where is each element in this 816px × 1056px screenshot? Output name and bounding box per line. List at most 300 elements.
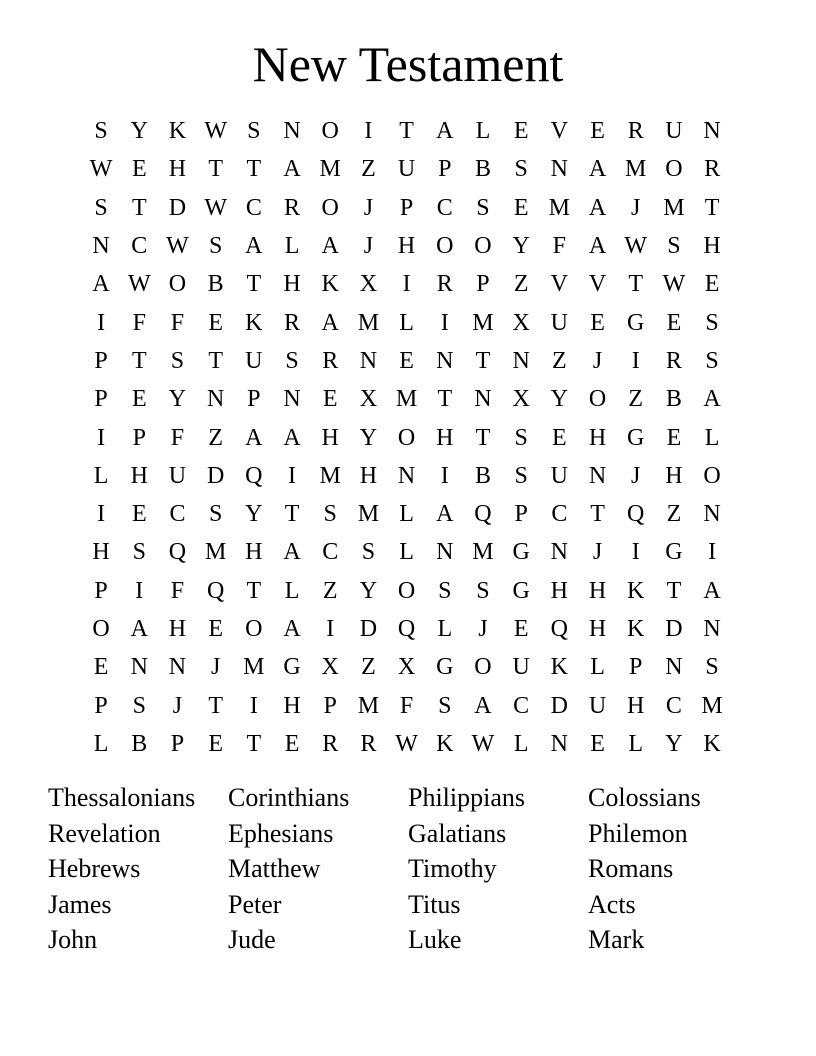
grid-letter: O: [588, 386, 607, 413]
grid-letter: Z: [552, 347, 567, 374]
grid-letter: S: [170, 347, 185, 374]
grid-letter: H: [550, 577, 569, 604]
word-list-item: Hebrews: [48, 854, 141, 884]
grid-letter: K: [550, 654, 569, 681]
grid-letter: M: [548, 194, 571, 221]
grid-letter: O: [397, 424, 416, 451]
grid-letter: R: [322, 730, 339, 757]
grid-row: [82, 686, 732, 724]
grid-letter: Y: [550, 386, 569, 413]
grid-letter: N: [283, 118, 301, 145]
grid-letter: Z: [361, 156, 376, 183]
grid-letter: A: [436, 118, 454, 145]
grid-letter: S: [667, 233, 681, 260]
grid-letter: O: [703, 462, 721, 489]
grid-letter: Z: [628, 386, 644, 413]
word-list-item: Philemon: [588, 818, 688, 848]
grid-letter: T: [704, 194, 720, 221]
grid-letter: Q: [206, 577, 225, 604]
grid-letter: X: [321, 654, 339, 681]
grid-letter: T: [246, 271, 262, 298]
grid-letter: W: [127, 271, 151, 298]
grid-letter: A: [245, 424, 263, 451]
grid-letter: P: [247, 386, 261, 413]
grid-letter: A: [588, 156, 607, 183]
grid-letter: J: [592, 347, 603, 374]
grid-letter: Z: [666, 501, 682, 528]
grid-letter: U: [168, 462, 187, 489]
grid-letter: H: [130, 462, 148, 489]
grid-letter: M: [663, 194, 685, 221]
grid-letter: R: [665, 347, 682, 374]
grid-letter: D: [665, 616, 683, 642]
grid-row: [82, 648, 732, 686]
grid-letter: S: [705, 309, 719, 336]
grid-letter: I: [97, 424, 106, 451]
grid-letter: C: [245, 194, 262, 221]
grid-letter: M: [357, 309, 380, 336]
word-list-item: Mark: [588, 925, 645, 955]
grid-letter: M: [395, 386, 418, 413]
grid-letter: W: [204, 194, 227, 221]
grid-letter: M: [701, 692, 723, 719]
grid-letter: N: [436, 347, 454, 374]
grid-letter: U: [397, 156, 416, 183]
grid-letter: N: [474, 386, 492, 413]
grid-letter: H: [665, 462, 683, 489]
grid-letter: U: [550, 309, 569, 336]
grid-letter: W: [624, 233, 648, 260]
grid-letter: J: [363, 233, 374, 260]
grid-letter: K: [436, 730, 454, 757]
grid-letter: R: [436, 271, 453, 298]
grid-letter: R: [322, 347, 339, 374]
grid-letter: E: [552, 424, 567, 451]
grid-letter: K: [627, 616, 645, 642]
grid-letter: M: [357, 501, 380, 528]
grid-letter: U: [512, 654, 530, 681]
word-list-item: Timothy: [408, 854, 497, 884]
grid-letter: E: [131, 156, 147, 183]
grid-letter: R: [284, 194, 301, 221]
grid-letter: T: [666, 577, 682, 604]
grid-letter: I: [135, 577, 144, 604]
grid-letter: H: [703, 233, 721, 260]
grid-row: [82, 418, 732, 456]
grid-letter: L: [475, 118, 491, 145]
grid-letter: F: [170, 424, 185, 451]
grid-letter: N: [703, 118, 721, 145]
grid-letter: L: [704, 424, 720, 451]
grid-letter: T: [246, 730, 262, 757]
grid-letter: N: [283, 386, 301, 413]
grid-letter: S: [514, 424, 528, 451]
grid-letter: E: [399, 347, 414, 374]
grid-letter: X: [397, 654, 416, 681]
grid-letter: A: [321, 309, 339, 336]
grid-letter: P: [94, 386, 108, 413]
grid-letter: S: [705, 347, 719, 374]
grid-row: [82, 610, 732, 648]
grid-letter: P: [399, 194, 414, 221]
grid-letter: T: [475, 347, 491, 374]
grid-letter: L: [93, 462, 109, 489]
grid-letter: R: [360, 730, 377, 757]
grid-letter: N: [703, 616, 721, 642]
grid-letter: O: [436, 233, 454, 260]
grid-letter: A: [283, 424, 301, 451]
grid-letter: A: [703, 577, 721, 604]
grid-letter: Q: [474, 501, 492, 528]
grid-row: [82, 457, 732, 495]
grid-letter: S: [361, 539, 376, 566]
grid-letter: J: [592, 539, 603, 566]
grid-letter: F: [170, 309, 185, 336]
grid-letter: J: [172, 692, 183, 719]
grid-letter: W: [89, 156, 113, 183]
grid-letter: N: [168, 654, 187, 681]
grid-letter: H: [588, 577, 607, 604]
grid-letter: I: [631, 347, 640, 374]
grid-letter: L: [284, 233, 300, 260]
grid-letter: A: [283, 616, 301, 642]
grid-letter: C: [665, 692, 682, 719]
grid-letter: H: [283, 692, 301, 719]
grid-letter: N: [550, 156, 569, 183]
grid-letter: M: [625, 156, 647, 183]
grid-letter: S: [208, 501, 223, 528]
grid-letter: G: [512, 539, 530, 566]
grid-letter: E: [208, 616, 223, 642]
grid-row: [82, 150, 732, 188]
grid-letter: L: [628, 730, 644, 757]
grid-letter: N: [665, 654, 683, 681]
word-list: [48, 780, 788, 958]
grid-letter: H: [168, 156, 187, 183]
grid-letter: Q: [550, 616, 569, 642]
grid-letter: C: [551, 501, 568, 528]
grid-letter: W: [204, 118, 227, 145]
grid-letter: Y: [245, 501, 263, 528]
grid-row: [82, 112, 732, 150]
grid-letter: E: [704, 271, 720, 298]
grid-letter: B: [665, 386, 682, 413]
grid-letter: E: [513, 194, 529, 221]
grid-letter: Y: [168, 386, 187, 413]
grid-letter: Q: [245, 462, 263, 489]
grid-letter: H: [283, 271, 301, 298]
grid-letter: T: [246, 156, 262, 183]
grid-letter: V: [550, 271, 569, 298]
grid-letter: I: [97, 501, 106, 528]
grid-letter: K: [703, 730, 721, 757]
word-list-item: Titus: [408, 889, 461, 919]
grid-row: [82, 725, 732, 763]
grid-letter: Z: [361, 654, 376, 681]
grid-letter: P: [323, 692, 337, 719]
grid-letter: H: [627, 692, 645, 719]
grid-letter: E: [590, 730, 605, 757]
grid-letter: N: [550, 730, 569, 757]
grid-letter: D: [359, 616, 378, 642]
grid-letter: P: [94, 347, 108, 374]
grid-letter: C: [436, 194, 453, 221]
grid-letter: Q: [627, 501, 645, 528]
grid-row: [82, 533, 732, 571]
grid-letter: H: [436, 424, 454, 451]
grid-row: [82, 303, 732, 341]
grid-letter: S: [514, 156, 528, 183]
grid-letter: S: [132, 692, 146, 719]
grid-letter: H: [92, 539, 110, 566]
grid-letter: J: [363, 194, 374, 221]
word-list-item: Jude: [228, 925, 276, 955]
word-list-item: John: [48, 925, 98, 955]
grid-letter: D: [168, 194, 187, 221]
grid-letter: F: [399, 692, 414, 719]
grid-letter: Z: [513, 271, 529, 298]
grid-letter: T: [246, 577, 262, 604]
word-list-item: Philippians: [408, 783, 526, 812]
grid-letter: S: [476, 194, 490, 221]
word-list-item: Acts: [588, 889, 636, 919]
grid-letter: U: [665, 118, 683, 145]
grid-letter: I: [440, 462, 449, 489]
grid-letter: C: [169, 501, 186, 528]
grid-letter: P: [94, 577, 108, 604]
word-list-item: Peter: [228, 889, 282, 919]
grid-letter: K: [627, 577, 645, 604]
grid-letter: K: [168, 118, 187, 145]
grid-row: [82, 265, 732, 303]
grid-letter: K: [245, 309, 263, 336]
word-list-item: Ephesians: [228, 818, 334, 848]
grid-letter: B: [207, 271, 224, 298]
word-list-item: Luke: [408, 925, 462, 955]
grid-letter: M: [319, 156, 341, 183]
grid-letter: L: [437, 616, 453, 642]
grid-letter: F: [170, 577, 185, 604]
grid-letter: E: [208, 730, 223, 757]
grid-letter: J: [631, 462, 641, 489]
grid-letter: Y: [359, 424, 378, 451]
grid-letter: S: [323, 501, 337, 528]
grid-letter: Y: [665, 730, 683, 757]
grid-letter: Z: [208, 424, 223, 451]
grid-letter: P: [94, 692, 108, 719]
grid-letter: D: [206, 462, 225, 489]
grid-letter: X: [359, 271, 378, 298]
grid-letter: A: [130, 616, 148, 642]
grid-letter: N: [206, 386, 225, 413]
grid-letter: A: [436, 501, 454, 528]
grid-letter: W: [471, 730, 495, 757]
grid-letter: E: [590, 309, 605, 336]
grid-letter: E: [666, 424, 682, 451]
grid-letter: P: [476, 271, 490, 298]
grid-letter: O: [321, 118, 339, 145]
grid-letter: L: [399, 539, 414, 566]
grid-letter: W: [395, 730, 418, 757]
grid-letter: T: [208, 692, 223, 719]
grid-letter: V: [550, 118, 569, 145]
word-list-item: James: [48, 889, 112, 919]
grid-letter: X: [512, 386, 530, 413]
grid-letter: A: [703, 386, 721, 413]
grid-letter: S: [132, 539, 146, 566]
grid-letter: C: [131, 233, 148, 260]
grid-letter: S: [514, 462, 528, 489]
grid-letter: S: [247, 118, 261, 145]
grid-letter: O: [474, 233, 492, 260]
grid-letter: A: [245, 233, 263, 260]
grid-letter: A: [321, 233, 339, 260]
grid-letter: E: [284, 730, 300, 757]
grid-letter: L: [513, 730, 529, 757]
grid-letter: I: [631, 539, 640, 566]
grid-letter: S: [94, 118, 108, 145]
grid-letter: F: [132, 309, 146, 336]
grid-letter: H: [397, 233, 416, 260]
grid-letter: I: [364, 118, 373, 145]
grid-letter: U: [588, 692, 607, 719]
grid-letter: E: [208, 309, 223, 336]
grid-letter: G: [436, 654, 454, 681]
grid-letter: H: [359, 462, 378, 489]
grid-letter: A: [92, 271, 110, 298]
grid-letter: S: [94, 194, 108, 221]
word-list-item: Galatians: [408, 818, 507, 848]
grid-letter: Y: [512, 233, 530, 260]
grid-letter: T: [437, 386, 453, 413]
grid-row: [82, 342, 732, 380]
grid-letter: B: [474, 462, 491, 489]
grid-letter: S: [438, 577, 452, 604]
grid-letter: H: [168, 616, 187, 642]
grid-letter: A: [474, 692, 492, 719]
grid-row: [82, 189, 732, 227]
grid-letter: O: [321, 194, 339, 221]
grid-letter: S: [438, 692, 452, 719]
grid-letter: M: [319, 462, 341, 489]
grid-letter: Y: [359, 577, 378, 604]
grid-letter: E: [590, 118, 605, 145]
grid-letter: L: [399, 501, 414, 528]
grid-letter: E: [666, 309, 682, 336]
grid-letter: R: [284, 309, 301, 336]
grid-letter: P: [629, 654, 643, 681]
grid-letter: N: [436, 539, 454, 566]
grid-letter: M: [243, 654, 265, 681]
grid-letter: Z: [322, 577, 338, 604]
grid-letter: L: [284, 577, 300, 604]
grid-letter: J: [210, 654, 221, 681]
grid-letter: T: [208, 156, 223, 183]
page-title: New Testament: [252, 36, 564, 92]
grid-letter: I: [402, 271, 411, 298]
letter-grid: [82, 112, 732, 763]
grid-letter: C: [322, 539, 339, 566]
grid-letter: M: [472, 539, 494, 566]
grid-letter: D: [550, 692, 569, 719]
grid-letter: Q: [168, 539, 187, 566]
grid-letter: E: [513, 616, 529, 642]
grid-letter: A: [283, 156, 301, 183]
grid-letter: E: [131, 501, 147, 528]
grid-letter: G: [665, 539, 683, 566]
grid-letter: E: [513, 118, 529, 145]
grid-letter: T: [131, 194, 147, 221]
grid-letter: S: [476, 577, 490, 604]
grid-letter: A: [283, 539, 301, 566]
word-list-item: Colossians: [588, 783, 701, 812]
grid-letter: N: [703, 501, 721, 528]
grid-letter: T: [208, 347, 223, 374]
grid-letter: N: [397, 462, 416, 489]
grid-letter: I: [708, 539, 717, 566]
grid-letter: A: [588, 194, 607, 221]
grid-letter: R: [627, 118, 644, 145]
grid-letter: W: [662, 271, 686, 298]
grid-letter: O: [665, 156, 683, 183]
grid-letter: O: [397, 577, 416, 604]
grid-letter: T: [131, 347, 147, 374]
grid-letter: O: [168, 271, 187, 298]
grid-letter: R: [704, 156, 721, 183]
grid-letter: T: [590, 501, 605, 528]
grid-letter: W: [166, 233, 189, 260]
grid-letter: C: [513, 692, 530, 719]
grid-letter: T: [284, 501, 300, 528]
grid-letter: Y: [130, 118, 148, 145]
grid-letter: G: [283, 654, 301, 681]
grid-letter: N: [92, 233, 110, 260]
grid-row: [82, 380, 732, 418]
grid-letter: M: [204, 539, 227, 566]
grid-letter: K: [321, 271, 339, 298]
grid-letter: V: [588, 271, 607, 298]
grid-letter: P: [514, 501, 528, 528]
grid-letter: F: [552, 233, 567, 260]
grid-letter: O: [474, 654, 492, 681]
grid-letter: O: [92, 616, 110, 642]
grid-letter: I: [249, 692, 258, 719]
grid-letter: E: [131, 386, 147, 413]
grid-letter: H: [245, 539, 263, 566]
word-list-item: Thessalonians: [48, 783, 196, 812]
grid-letter: G: [627, 309, 645, 336]
grid-letter: I: [288, 462, 297, 489]
grid-letter: H: [588, 424, 607, 451]
word-list-item: Corinthians: [228, 783, 350, 812]
grid-letter: M: [357, 692, 380, 719]
grid-letter: E: [93, 654, 109, 681]
grid-letter: M: [472, 309, 494, 336]
grid-letter: S: [705, 654, 719, 681]
grid-row: [82, 572, 732, 610]
grid-letter: L: [93, 730, 109, 757]
grid-letter: P: [438, 156, 452, 183]
grid-letter: T: [628, 271, 644, 298]
grid-letter: O: [245, 616, 263, 642]
word-list-item: Matthew: [228, 854, 321, 884]
grid-letter: P: [132, 424, 146, 451]
grid-letter: X: [512, 309, 530, 336]
word-list-item: Revelation: [48, 818, 161, 848]
grid-letter: Q: [397, 616, 416, 642]
grid-row: [82, 227, 732, 265]
grid-letter: G: [627, 424, 645, 451]
